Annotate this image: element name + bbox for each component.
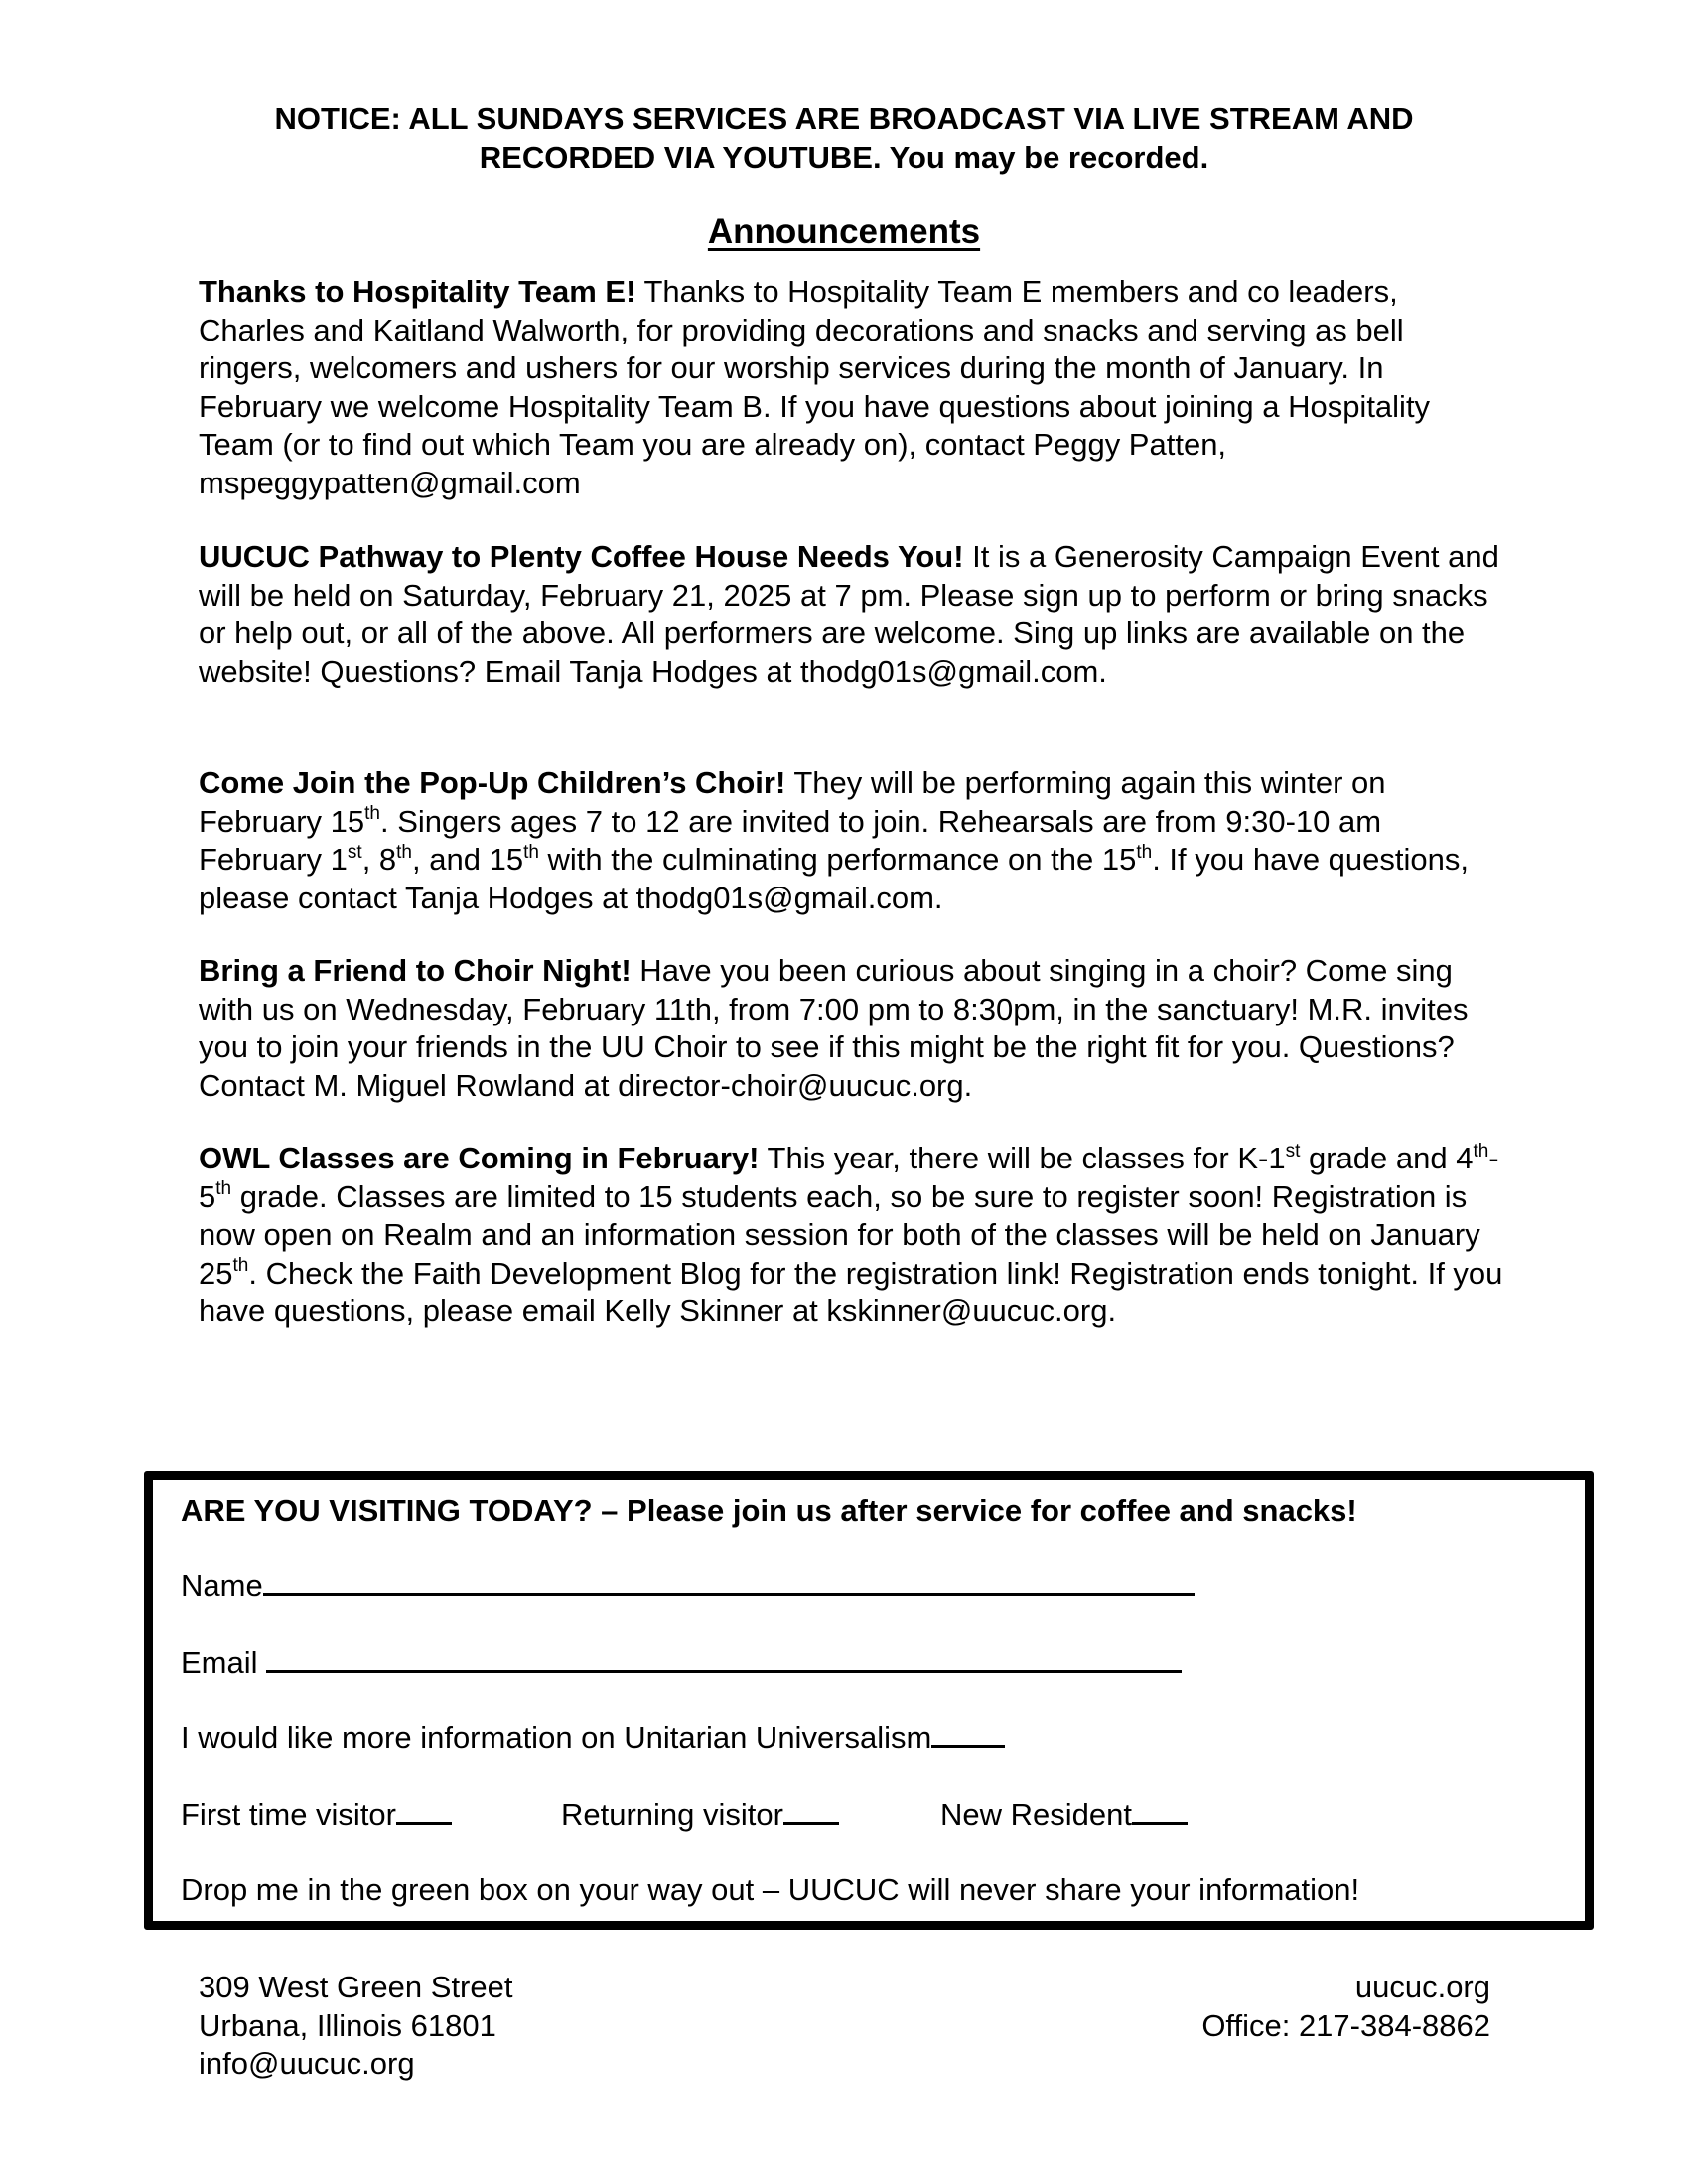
city-state-zip: Urbana, Illinois 61801	[199, 2007, 496, 2043]
ordinal-suffix: th	[1473, 1140, 1489, 1161]
announcement-body: -5	[199, 1141, 1499, 1214]
announcement-choir-night	[199, 952, 1509, 1105]
drop-box-note: Drop me in the green box on your way out – UUCUC will never share your information!	[181, 1872, 1360, 1907]
announcement-body: with the culminating performance on the 15	[538, 842, 1137, 877]
announcement-title: Come Join the Pop-Up Children’s Choir!	[199, 765, 786, 800]
info-request-row	[181, 1719, 1005, 1757]
visitor-type-row	[181, 1796, 1188, 1834]
ordinal-suffix: th	[215, 1178, 232, 1200]
email-field[interactable]	[266, 1644, 1182, 1673]
announcement-owl-classes	[199, 1140, 1509, 1331]
new-resident-label: New Resident	[939, 1797, 1132, 1832]
info-request-label: I would like more information on Unitarian Universalism	[181, 1720, 932, 1755]
announcement-title: Thanks to Hospitality Team E!	[199, 274, 636, 309]
returning-visitor-option	[561, 1796, 839, 1834]
ordinal-suffix: th	[396, 841, 413, 863]
returning-visitor-label: Returning visitor	[561, 1797, 783, 1832]
footer-address	[199, 1969, 512, 2084]
announcement-coffee-house	[199, 538, 1509, 691]
announcement-body: , 8	[361, 842, 397, 877]
announcement-body: Thanks to Hospitality Team E members and co leaders, Charles and Kaitland Walworth, for providing decorations and snacks and serving as bell ringers, welcomers and ushers for our worship services during the month of January. In February we welcome Hospitality Team B. If you have questions about joining a Hospitality Team (or to find out which Team you are already on), contact Peggy Patten, mspeggypatten@gmail.com	[199, 274, 1431, 500]
announcement-body: grade and 4	[1300, 1141, 1474, 1175]
new-resident-checkbox[interactable]	[1132, 1796, 1188, 1825]
email-label: Email	[181, 1645, 258, 1680]
announcement-body: , and 15	[412, 842, 524, 877]
notice-line-2: RECORDED VIA YOUTUBE. You may be recorded.	[479, 140, 1209, 175]
new-resident-option	[940, 1796, 1188, 1834]
visitor-card	[144, 1471, 1594, 1930]
ordinal-suffix: th	[364, 803, 380, 825]
footer-contact	[1201, 1969, 1490, 2045]
returning-visitor-checkbox[interactable]	[783, 1796, 839, 1825]
website: uucuc.org	[1354, 1970, 1490, 2004]
first-time-visitor-label: First time visitor	[181, 1797, 396, 1832]
announcement-body: . If you have questions, please contact Tanja Hodges at thodg01s@gmail.com.	[199, 842, 1469, 915]
first-time-visitor-checkbox[interactable]	[396, 1796, 452, 1825]
name-field[interactable]	[263, 1568, 1195, 1596]
announcement-title: Bring a Friend to Choir Night!	[199, 953, 632, 988]
street-address: 309 West Green Street	[199, 1970, 513, 2004]
announcements-heading: Announcements	[707, 212, 981, 251]
notice-line-1: NOTICE: ALL SUNDAYS SERVICES ARE BROADCAST VIA LIVE STREAM AND	[274, 101, 1414, 136]
ordinal-suffix: st	[347, 841, 362, 863]
info-request-checkbox[interactable]	[931, 1719, 1005, 1748]
ordinal-suffix: st	[1285, 1140, 1301, 1161]
announcement-title: UUCUC Pathway to Plenty Coffee House Needs You!	[199, 539, 964, 574]
first-time-visitor-option	[181, 1796, 452, 1834]
name-label: Name	[181, 1569, 263, 1603]
announcement-childrens-choir	[199, 764, 1509, 917]
ordinal-suffix: th	[1136, 841, 1153, 863]
broadcast-notice	[0, 99, 1688, 177]
announcement-body: grade. Classes are limited to 15 students each, so be sure to register soon! Registration is now open on Realm and an information session for both of the classes will be held on January 25	[199, 1178, 1480, 1291]
announcement-body: Have you been curious about singing in a choir? Come sing with us on Wednesday, February 11th, from 7:00 pm to 8:30pm, in the sanctuary! M.R. invites you to join your friends in the UU Choir to see if this might be the right fit for you. Questions? Contact M. Miguel Rowland at director-choir@uucuc.org.	[199, 953, 1469, 1103]
announcement-body: They will be performing again this winter on February 15	[199, 765, 1386, 839]
ordinal-suffix: th	[523, 841, 539, 863]
page-title	[0, 210, 1688, 254]
announcement-title: OWL Classes are Coming in February!	[199, 1141, 760, 1175]
ordinal-suffix: th	[232, 1255, 249, 1277]
visitor-card-title: ARE YOU VISITING TODAY? – Please join us after service for coffee and snacks!	[181, 1493, 1357, 1528]
announcement-body: This year, there will be classes for K-1	[759, 1141, 1286, 1175]
contact-email: info@uucuc.org	[199, 2046, 415, 2081]
announcement-body: . Check the Faith Development Blog for the registration link! Registration ends tonight. If you have questions, please email Kelly Skinner at kskinner@uucuc.org.	[199, 1255, 1503, 1328]
announcement-hospitality	[199, 273, 1509, 502]
announcement-body: It is a Generosity Campaign Event and will be held on Saturday, February 21, 2025 at 7 pm. Please sign up to perform or bring snacks or help out, or all of the above. All performers are welcome. Sing up links are available on the website! Questions? Email Tanja Hodges at thodg01s@gmail.com.	[199, 539, 1499, 689]
announcement-body: . Singers ages 7 to 12 are invited to join. Rehearsals are from 9:30-10 am February 1	[199, 803, 1382, 877]
office-phone: Office: 217-384-8862	[1201, 2007, 1490, 2043]
email-field-row	[181, 1644, 1182, 1682]
name-field-row	[181, 1568, 1195, 1605]
